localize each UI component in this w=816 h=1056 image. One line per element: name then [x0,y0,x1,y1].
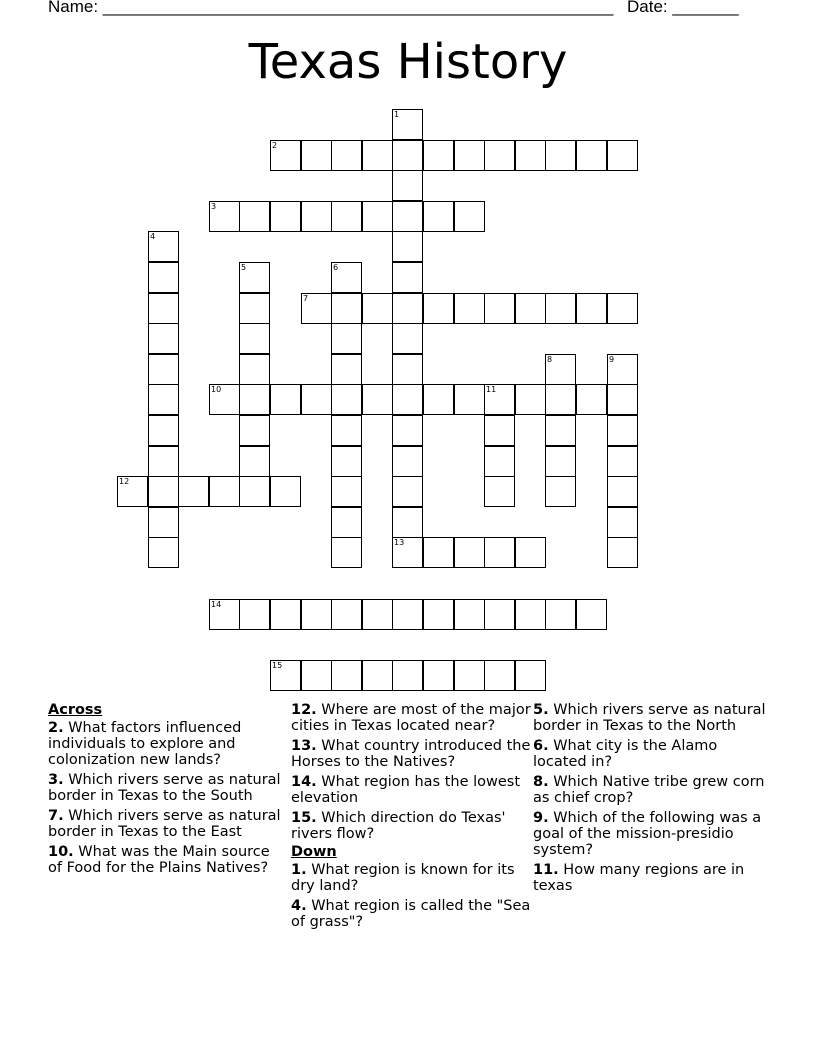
grid-cell[interactable] [484,476,515,507]
grid-cell[interactable] [331,660,362,691]
clue-across-7: 7. Which rivers serve as natural border in Texas to the East [48,808,281,840]
grid-cell[interactable] [545,354,576,385]
grid-cell[interactable] [392,354,423,385]
grid-cell[interactable] [209,476,240,507]
grid-cell[interactable] [209,384,240,415]
grid-cell[interactable] [301,293,332,324]
grid-cell[interactable] [392,599,423,630]
page-title: Texas History [248,34,568,90]
grid-cell[interactable] [607,140,638,171]
grid-cell[interactable] [392,231,423,262]
grid-cell[interactable] [301,384,332,415]
clue-number: 1 [394,110,400,119]
grid-cell[interactable] [392,201,423,232]
down-heading: Down [291,844,337,860]
grid-cell[interactable] [484,599,515,630]
grid-cell[interactable] [117,476,148,507]
grid-cell[interactable] [239,293,270,324]
grid-cell[interactable] [148,262,179,293]
clue-across-10: 10. What was the Main source of Food for the Plains Natives? [48,844,270,876]
grid-cell[interactable] [148,507,179,538]
grid-cell[interactable] [423,599,454,630]
grid-cell[interactable] [392,323,423,354]
clue-across-3: 3. Which rivers serve as natural border in Texas to the South [48,772,281,804]
grid-cell[interactable] [545,476,576,507]
grid-cell[interactable] [331,446,362,477]
grid-cell[interactable] [515,599,546,630]
grid-cell[interactable] [148,354,179,385]
clue-number: 7 [303,294,309,303]
grid-cell[interactable] [392,476,423,507]
clue-across-12: 12. Where are most of the major cities in Texas located near? [291,702,531,734]
clue-across-15: 15. Which direction do Texas' rivers flow? [291,810,506,842]
grid-cell[interactable] [331,384,362,415]
grid-cell[interactable] [545,140,576,171]
clue-down-11: 11. How many regions are in texas [533,862,745,894]
grid-cell[interactable] [331,537,362,568]
grid-cell[interactable] [239,323,270,354]
clue-down-8: 8. Which Native tribe grew corn as chief crop? [533,774,765,806]
grid-cell[interactable] [178,476,209,507]
grid-cell[interactable] [392,140,423,171]
grid-cell[interactable] [607,415,638,446]
grid-cell[interactable] [331,140,362,171]
grid-cell[interactable] [362,384,393,415]
grid-cell[interactable] [239,262,270,293]
grid-cell[interactable] [392,293,423,324]
grid-cell[interactable] [484,293,515,324]
grid-cell[interactable] [454,384,485,415]
grid-cell[interactable] [331,415,362,446]
clue-number: 10 [211,385,222,394]
clue-down-9: 9. Which of the following was a goal of the mission-presidio system? [533,810,762,858]
grid-cell[interactable] [239,384,270,415]
grid-cell[interactable] [331,476,362,507]
grid-cell[interactable] [239,599,270,630]
grid-cell[interactable] [484,384,515,415]
grid-cell[interactable] [301,201,332,232]
grid-cell[interactable] [270,599,301,630]
grid-cell[interactable] [301,599,332,630]
grid-cell[interactable] [454,140,485,171]
grid-cell[interactable] [484,446,515,477]
clue-down-6: 6. What city is the Alamo located in? [533,738,718,770]
grid-cell[interactable] [331,293,362,324]
grid-cell[interactable] [454,660,485,691]
grid-cell[interactable] [515,293,546,324]
grid-cell[interactable] [301,660,332,691]
clue-column-1 [48,702,288,880]
clue-number: 9 [609,355,615,364]
grid-cell[interactable] [331,354,362,385]
grid-cell[interactable] [454,599,485,630]
clue-number: 6 [333,263,339,272]
grid-cell[interactable] [392,446,423,477]
grid-cell[interactable] [362,201,393,232]
grid-cell[interactable] [362,293,393,324]
clue-down-1: 1. What region is known for its dry land? [291,862,515,894]
grid-cell[interactable] [331,201,362,232]
grid-cell[interactable] [392,170,423,201]
grid-cell[interactable] [239,446,270,477]
grid-cell[interactable] [484,660,515,691]
grid-cell[interactable] [148,415,179,446]
clue-column-2 [291,702,531,934]
clue-across-13: 13. What country introduced the Horses to the Natives? [291,738,531,770]
grid-cell[interactable] [423,140,454,171]
grid-cell[interactable] [392,415,423,446]
grid-cell[interactable] [362,599,393,630]
clue-number: 2 [272,141,278,150]
grid-cell[interactable] [576,140,607,171]
grid-cell[interactable] [607,537,638,568]
grid-cell[interactable] [576,293,607,324]
name-field[interactable]: Name: ______________________________________________________ [48,0,614,16]
clue-down-4: 4. What region is called the "Sea of grass"? [291,898,531,930]
grid-cell[interactable] [545,446,576,477]
grid-cell[interactable] [423,293,454,324]
grid-cell[interactable] [209,599,240,630]
clue-number: 5 [241,263,247,272]
grid-cell[interactable] [454,537,485,568]
clue-across-14: 14. What region has the lowest elevation [291,774,521,806]
grid-cell[interactable] [576,384,607,415]
grid-cell[interactable] [239,415,270,446]
clue-number: 11 [486,385,497,394]
grid-cell[interactable] [515,660,546,691]
grid-cell[interactable] [423,201,454,232]
grid-cell[interactable] [270,384,301,415]
clue-number: 4 [150,232,156,241]
grid-cell[interactable] [239,354,270,385]
grid-cell[interactable] [484,140,515,171]
grid-cell[interactable] [331,262,362,293]
grid-cell[interactable] [239,476,270,507]
grid-cell[interactable] [331,323,362,354]
grid-cell[interactable] [576,599,607,630]
clue-number: 8 [547,355,553,364]
grid-cell[interactable] [454,201,485,232]
grid-cell[interactable] [239,201,270,232]
grid-cell[interactable] [392,109,423,140]
grid-cell[interactable] [270,201,301,232]
grid-cell[interactable] [607,354,638,385]
grid-cell[interactable] [423,537,454,568]
grid-cell[interactable] [148,293,179,324]
clue-across-2: 2. What factors influenced individuals to explore and colonization new lands? [48,720,242,768]
grid-cell[interactable] [607,507,638,538]
grid-cell[interactable] [515,384,546,415]
grid-cell[interactable] [515,537,546,568]
grid-cell[interactable] [545,599,576,630]
grid-cell[interactable] [270,140,301,171]
grid-cell[interactable] [209,201,240,232]
grid-cell[interactable] [607,446,638,477]
grid-cell[interactable] [545,293,576,324]
grid-cell[interactable] [148,476,179,507]
grid-cell[interactable] [270,660,301,691]
grid-cell[interactable] [392,262,423,293]
grid-cell[interactable] [148,537,179,568]
grid-cell[interactable] [484,415,515,446]
grid-cell[interactable] [454,293,485,324]
grid-cell[interactable] [607,476,638,507]
grid-cell[interactable] [362,140,393,171]
grid-cell[interactable] [148,231,179,262]
clue-number: 12 [119,477,130,486]
clue-column-3 [533,702,773,898]
clue-down-5: 5. Which rivers serve as natural border in Texas to the North [533,702,766,734]
grid-cell[interactable] [331,599,362,630]
date-field[interactable]: Date: _______ [627,0,739,16]
grid-cell[interactable] [607,293,638,324]
grid-cell[interactable] [362,660,393,691]
grid-cell[interactable] [607,384,638,415]
clue-number: 13 [394,538,405,547]
clue-number: 14 [211,600,222,609]
grid-cell[interactable] [392,384,423,415]
grid-cell[interactable] [423,660,454,691]
clue-number: 15 [272,661,283,670]
grid-cell[interactable] [148,384,179,415]
across-heading: Across [48,702,103,718]
grid-cell[interactable] [148,323,179,354]
grid-cell[interactable] [545,415,576,446]
grid-cell[interactable] [423,384,454,415]
clue-number: 3 [211,202,217,211]
grid-cell[interactable] [392,660,423,691]
grid-cell[interactable] [270,476,301,507]
grid-cell[interactable] [301,140,332,171]
grid-cell[interactable] [484,537,515,568]
grid-cell[interactable] [392,537,423,568]
grid-cell[interactable] [392,507,423,538]
grid-cell[interactable] [515,140,546,171]
grid-cell[interactable] [148,446,179,477]
grid-cell[interactable] [545,384,576,415]
grid-cell[interactable] [331,507,362,538]
